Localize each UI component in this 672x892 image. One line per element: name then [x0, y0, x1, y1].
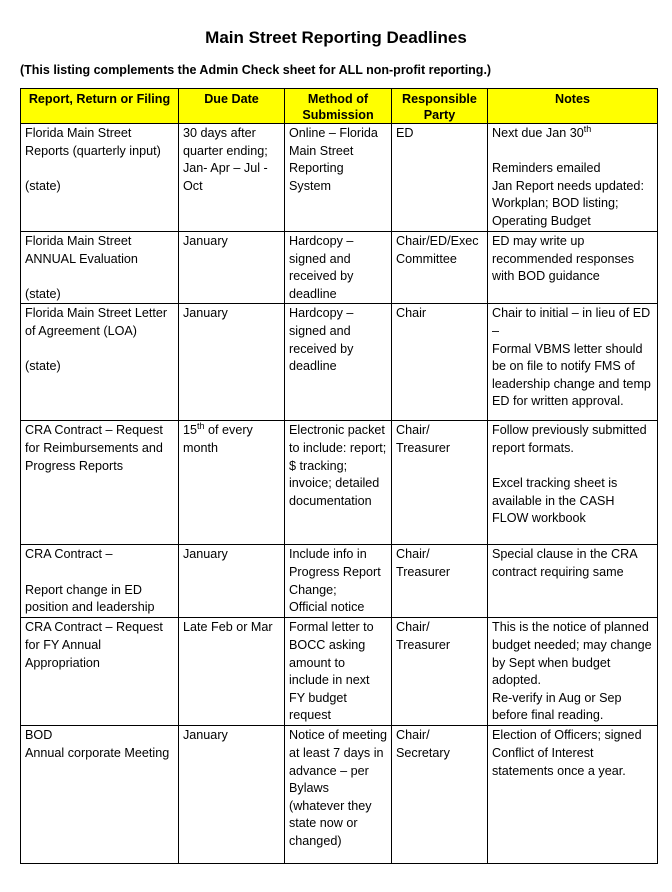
cell-line: CRA Contract –	[25, 547, 113, 562]
cell-line: CRA Contract – Request for FY Annual Appropriation	[25, 620, 167, 670]
cell-line: Follow previously submitted report formats.	[492, 423, 651, 455]
cell-line	[492, 458, 653, 476]
cell-text: Next due Jan 30	[492, 126, 584, 140]
cell-line: Special clause in the CRA contract requiring same	[492, 547, 641, 579]
cell-method	[285, 545, 392, 618]
cell-line: Chair/ Secretary	[396, 728, 450, 760]
cell-line: Formal letter to BOCC asking amount to include in next FY budget request	[289, 620, 378, 723]
table-row	[21, 726, 658, 864]
cell-notes	[488, 304, 658, 421]
cell-line: (state)	[25, 178, 61, 193]
table-row	[21, 124, 658, 232]
cell-notes	[488, 232, 658, 304]
header-notes: Notes	[488, 89, 658, 124]
cell-line	[25, 160, 174, 178]
cell-line: (state)	[25, 286, 61, 301]
cell-line	[25, 341, 174, 359]
cell-filing	[21, 545, 179, 618]
cell-party	[392, 421, 488, 545]
table-row	[21, 545, 658, 618]
cell-method	[285, 124, 392, 232]
cell-line: Chair/ Treasurer	[396, 620, 451, 652]
cell-line: Jan Report needs updated: Workplan; BOD listing; Operating Budget	[492, 178, 648, 228]
cell-filing	[21, 421, 179, 545]
cell-line: Electronic packet to include: report; $ tracking; invoice; detailed documentation	[289, 423, 390, 508]
cell-method	[285, 232, 392, 304]
cell-line	[25, 268, 174, 286]
cell-line: Florida Main Street ANNUAL Evaluation	[25, 234, 138, 266]
cell-notes	[488, 545, 658, 618]
cell-line: Hardcopy – signed and received by deadline	[289, 306, 357, 374]
cell-line: January	[183, 306, 228, 321]
cell-line	[492, 125, 653, 143]
cell-method	[285, 304, 392, 421]
cell-filing	[21, 232, 179, 304]
cell-line: Chair	[396, 306, 427, 321]
cell-notes	[488, 421, 658, 545]
cell-due-date	[179, 726, 285, 864]
cell-line: Reminders emailed	[492, 161, 601, 176]
cell-method	[285, 421, 392, 545]
cell-line: ED may write up recommended responses with BOD guidance	[492, 234, 638, 284]
cell-line: Annual corporate Meeting	[25, 745, 170, 760]
cell-line	[183, 422, 280, 457]
table-header-row	[21, 89, 658, 124]
superscript: th	[583, 123, 592, 134]
cell-line: 30 days after quarter ending; Jan- Apr – Jul - Oct	[183, 126, 272, 193]
cell-notes	[488, 124, 658, 232]
cell-party	[392, 124, 488, 232]
cell-line: Florida Main Street Letter of Agreement (LOA)	[25, 306, 171, 338]
cell-line: Re-verify in Aug or Sep before final reading.	[492, 690, 625, 723]
cell-line: BOD	[25, 728, 53, 743]
cell-line: Report change in ED position and leadership	[25, 582, 155, 615]
header-due-date: Due Date	[179, 89, 285, 124]
cell-filing	[21, 726, 179, 864]
cell-due-date	[179, 304, 285, 421]
cell-line: Chair/ED/Exec Committee	[396, 234, 483, 266]
cell-line: Hardcopy – signed and received by deadline	[289, 234, 357, 301]
cell-line: Late Feb or Mar	[183, 620, 273, 635]
cell-due-date	[179, 124, 285, 232]
cell-line: Chair to initial – in lieu of ED –	[492, 306, 654, 338]
cell-text: of every month	[183, 423, 257, 455]
cell-line: Official notice	[289, 600, 365, 615]
cell-line: Florida Main Street Reports (quarterly input)	[25, 126, 161, 158]
cell-line: Online – Florida Main Street Reporting System	[289, 126, 382, 193]
cell-line: Notice of meeting at least 7 days in advance – per Bylaws (whatever they state now or changed)	[289, 728, 391, 848]
cell-line: CRA Contract – Request for Reimbursements and Progress Reports	[25, 423, 167, 473]
cell-line: Chair/ Treasurer	[396, 423, 451, 455]
cell-line: Include info in Progress Report Change;	[289, 547, 385, 597]
cell-line: January	[183, 234, 228, 248]
cell-due-date	[179, 232, 285, 304]
cell-text: 15	[183, 423, 198, 438]
cell-notes	[488, 726, 658, 864]
cell-party	[392, 618, 488, 726]
table-row	[21, 618, 658, 726]
header-party: Responsible Party	[392, 89, 488, 124]
cell-line: Chair/ Treasurer	[396, 547, 451, 579]
page-subtitle: (This listing complements the Admin Check sheet for ALL non-profit reporting.)	[20, 63, 492, 77]
table-row	[21, 421, 658, 545]
cell-line: This is the notice of planned budget needed; may change by Sept when budget adopted.	[492, 620, 656, 688]
cell-party	[392, 304, 488, 421]
cell-line: (state)	[25, 359, 61, 374]
cell-line: Formal VBMS letter should be on file to notify FMS of leadership change and temp ED for written approval.	[492, 341, 655, 409]
cell-filing	[21, 304, 179, 421]
cell-due-date	[179, 618, 285, 726]
table-row	[21, 232, 658, 304]
superscript: th	[197, 421, 205, 432]
cell-line: January	[183, 547, 228, 562]
page-title: Main Street Reporting Deadlines	[205, 28, 467, 47]
cell-notes	[488, 618, 658, 726]
cell-party	[392, 545, 488, 618]
cell-party	[392, 232, 488, 304]
cell-line: January	[183, 728, 228, 743]
cell-filing	[21, 618, 179, 726]
cell-party	[392, 726, 488, 864]
cell-line	[492, 143, 653, 161]
cell-method	[285, 618, 392, 726]
header-method: Method of Submission	[285, 89, 392, 124]
cell-method	[285, 726, 392, 864]
cell-filing	[21, 124, 179, 232]
cell-line: ED	[396, 126, 414, 140]
deadlines-table	[20, 88, 658, 864]
cell-due-date	[179, 421, 285, 545]
cell-line: Election of Officers; signed Conflict of Interest statements once a year.	[492, 728, 646, 778]
cell-due-date	[179, 545, 285, 618]
table-row	[21, 304, 658, 421]
cell-line	[25, 564, 174, 582]
header-filing: Report, Return or Filing	[21, 89, 179, 124]
cell-line: Excel tracking sheet is available in the CASH FLOW workbook	[492, 476, 621, 526]
